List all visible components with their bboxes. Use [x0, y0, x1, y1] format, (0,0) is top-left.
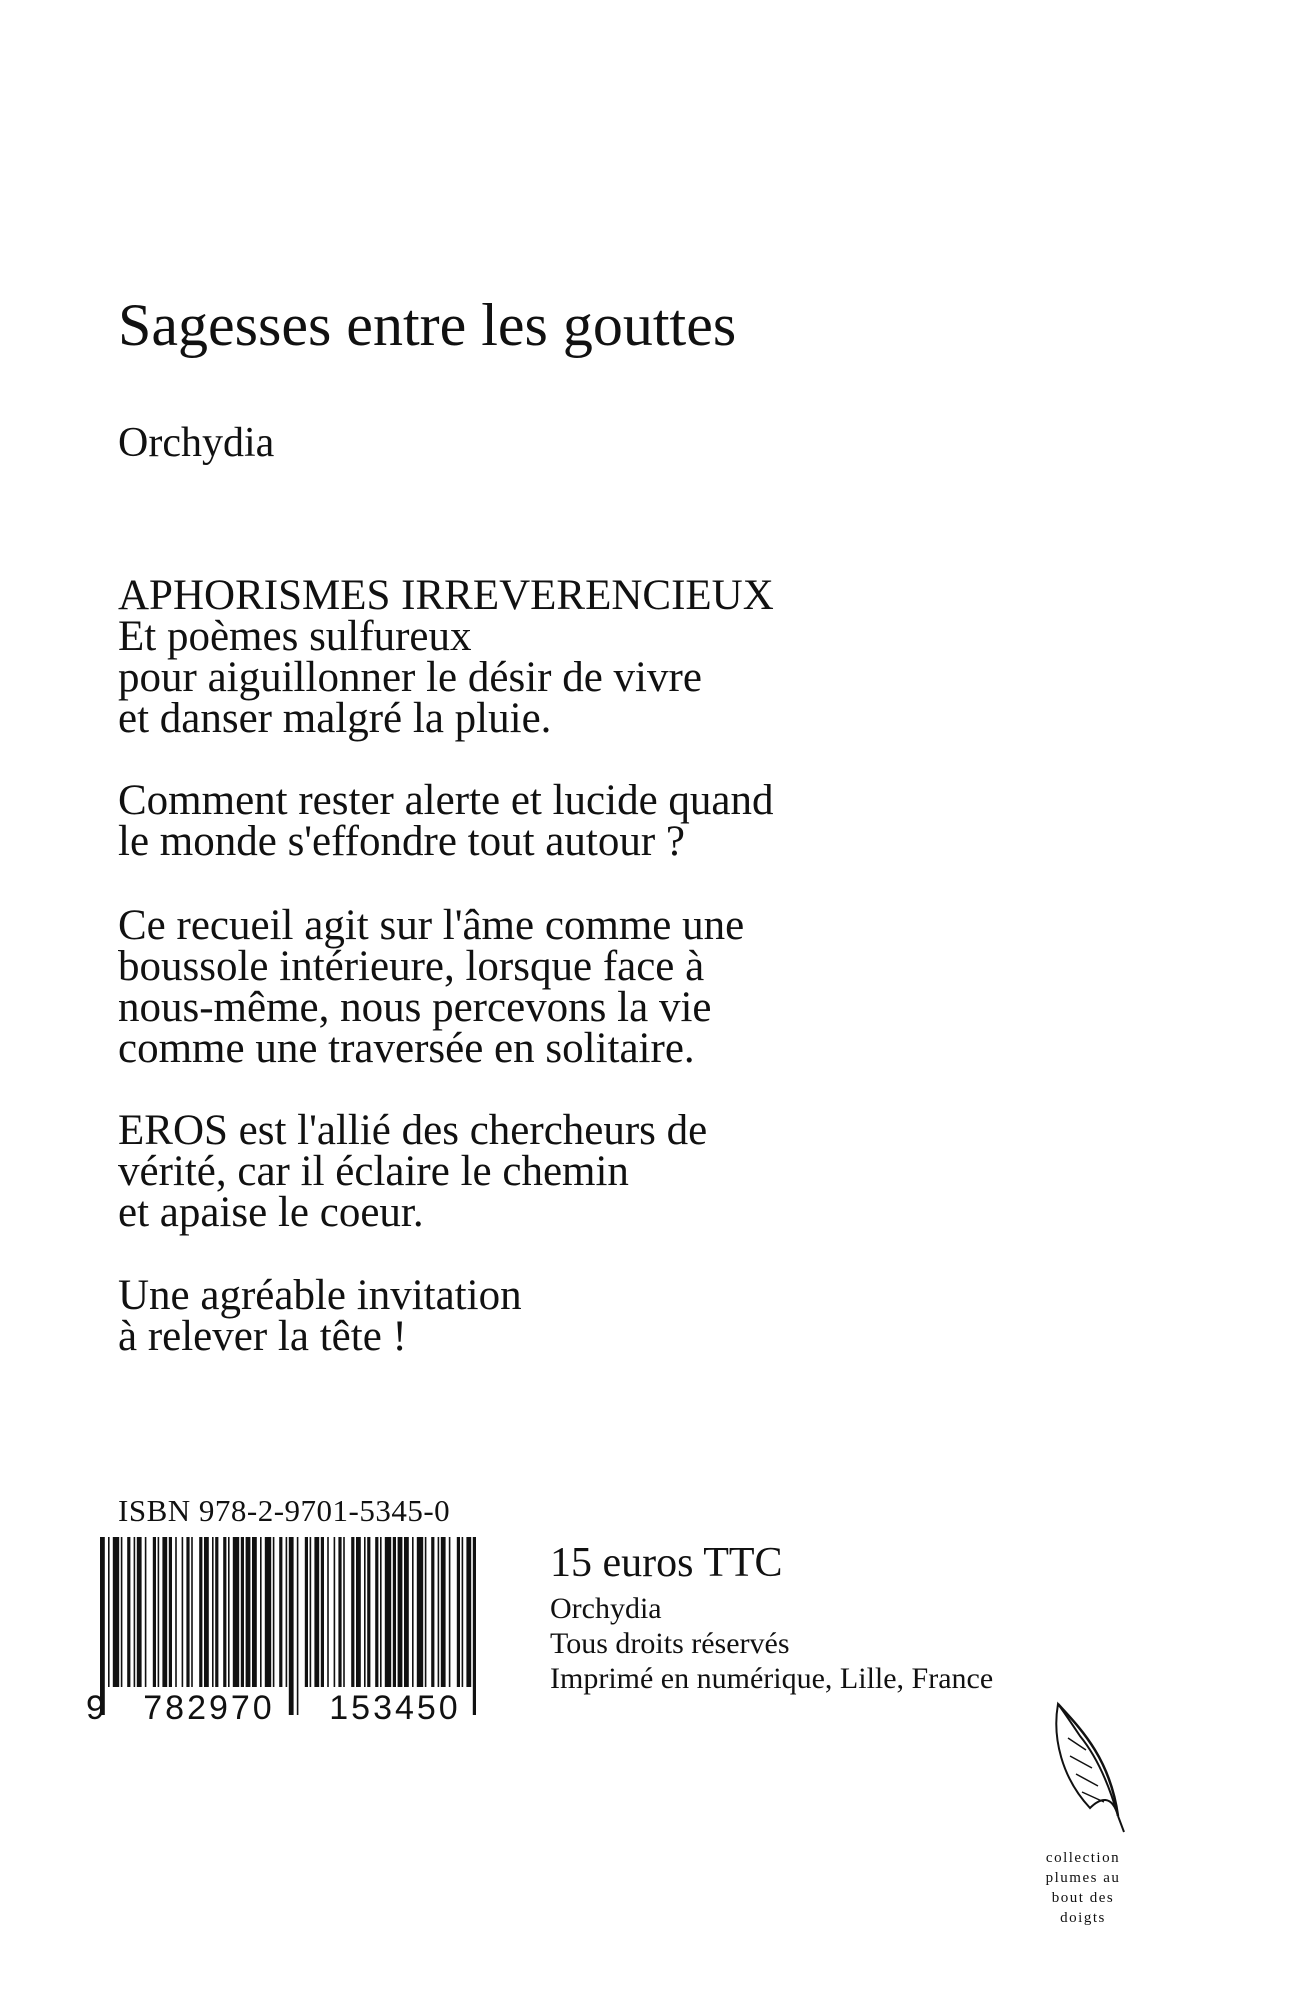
barcode-bar	[246, 1537, 251, 1687]
blurb-paragraph-4	[118, 1107, 1118, 1236]
blurb-line: comme une traversée en solitaire.	[118, 1025, 695, 1072]
barcode-bar	[351, 1537, 354, 1687]
barcode-bar	[385, 1537, 391, 1687]
barcode-bar	[364, 1537, 366, 1687]
barcode-bar	[279, 1537, 282, 1687]
barcode-bar	[158, 1537, 160, 1687]
barcode-bar	[153, 1537, 156, 1687]
blurb-line: Comment rester alerte et lucide quand	[118, 777, 774, 824]
collection-label	[1028, 1848, 1138, 1928]
barcode-bar	[398, 1537, 403, 1687]
printing-info: Imprimé en numérique, Lille, France	[550, 1662, 994, 1695]
blurb-line: Une agréable invitation	[118, 1272, 522, 1319]
barcode-bar	[305, 1537, 308, 1687]
barcode-bar	[260, 1537, 262, 1687]
barcode-bar	[162, 1537, 167, 1687]
barcode-bar	[314, 1537, 319, 1687]
barcode-left-digits: 782970	[143, 1689, 275, 1722]
barcode-bar	[286, 1537, 288, 1687]
barcode-bar	[182, 1537, 184, 1687]
barcode-bar	[343, 1537, 345, 1687]
barcode-bar	[289, 1537, 294, 1715]
rights-notice: Tous droits réservés	[550, 1627, 790, 1660]
isbn-label: ISBN 978-2-9701-5345-0	[118, 1493, 451, 1528]
barcode-bar	[425, 1537, 427, 1687]
collection-line: collection	[1045, 1850, 1121, 1866]
barcode-bar	[417, 1537, 423, 1687]
blurb-line: boussole intérieure, lorsque face à	[118, 943, 705, 990]
blurb-line: EROS est l'allié des chercheurs de	[118, 1107, 708, 1154]
blurb-line: pour aiguillonner le désir de vivre	[118, 654, 702, 701]
barcode-bar	[134, 1537, 136, 1687]
barcode-bar	[108, 1537, 110, 1687]
barcode-bar	[186, 1537, 189, 1687]
barcode	[78, 1537, 478, 1722]
blurb-line: Ce recueil agit sur l'âme comme une	[118, 902, 745, 949]
barcode-bar	[321, 1537, 324, 1687]
barcode-bar	[431, 1537, 434, 1687]
barcode-bar	[375, 1537, 378, 1687]
book-title: Sagesses entre les gouttes	[118, 292, 737, 358]
barcode-bar	[457, 1537, 460, 1687]
barcode-bar	[404, 1537, 409, 1687]
blurb-paragraph-5	[118, 1272, 1118, 1360]
barcode-bar	[199, 1537, 202, 1687]
barcode-bar	[338, 1537, 341, 1687]
barcode-bar	[204, 1537, 209, 1687]
barcode-bar	[137, 1537, 142, 1687]
barcode-bar	[310, 1537, 312, 1687]
barcode-bar	[175, 1537, 177, 1687]
barcode-bar	[473, 1537, 476, 1715]
blurb-line: APHORISMES IRREVERENCIEUX	[118, 572, 774, 619]
blurb-line: nous-même, nous percevons la vie	[118, 984, 712, 1031]
barcode-bar	[233, 1537, 239, 1687]
barcode-first-digit: 9	[86, 1689, 105, 1722]
blurb-line: Et poèmes sulfureux	[118, 613, 472, 660]
barcode-bar	[449, 1537, 451, 1687]
barcode-bar	[127, 1537, 130, 1687]
barcode-bar	[438, 1537, 440, 1687]
barcode-bar	[356, 1537, 361, 1687]
barcode-bar	[441, 1537, 446, 1687]
blurb-line: et danser malgré la pluie.	[118, 695, 552, 742]
barcode-bar	[412, 1537, 414, 1687]
blurb-line: vérité, car il éclaire le chemin	[118, 1148, 629, 1195]
barcode-bar	[327, 1537, 329, 1687]
barcode-bar	[212, 1537, 214, 1687]
author-name: Orchydia	[118, 420, 275, 466]
barcode-bar	[145, 1537, 147, 1687]
blurb-line: à relever la tête !	[118, 1313, 407, 1360]
collection-line: plumes au	[1045, 1870, 1121, 1886]
barcode-bar	[169, 1537, 172, 1687]
barcode-bar	[273, 1537, 275, 1687]
barcode-bar	[113, 1537, 119, 1687]
collection-line: bout des	[1051, 1890, 1115, 1906]
blurb-paragraph-3	[118, 902, 1118, 1072]
publisher-name: Orchydia	[550, 1592, 662, 1625]
barcode-bar	[393, 1537, 396, 1687]
barcode-bar	[334, 1537, 336, 1687]
barcode-bar	[380, 1537, 382, 1687]
barcode-bar	[466, 1537, 471, 1687]
barcode-bar	[462, 1537, 464, 1687]
blurb-line: et apaise le coeur.	[118, 1189, 424, 1236]
blurb-line: le monde s'effondre tout autour ?	[118, 818, 685, 865]
barcode-bar	[191, 1537, 193, 1687]
barcode-bar	[228, 1537, 230, 1687]
feather-icon	[1040, 1698, 1130, 1838]
price: 15 euros TTC	[550, 1540, 783, 1586]
barcode-bar	[241, 1537, 244, 1687]
barcode-right-digits: 153450	[329, 1689, 461, 1722]
blurb-paragraph-2	[118, 777, 1118, 865]
barcode-bar	[215, 1537, 218, 1687]
barcode-bar	[297, 1537, 299, 1715]
blurb-paragraph-1	[118, 572, 1118, 742]
barcode-bar	[252, 1537, 257, 1687]
barcode-bar	[223, 1537, 226, 1687]
barcode-bar	[121, 1537, 123, 1687]
barcode-bar	[265, 1537, 271, 1687]
collection-line: doigts	[1060, 1910, 1106, 1926]
barcode-bar	[367, 1537, 370, 1687]
